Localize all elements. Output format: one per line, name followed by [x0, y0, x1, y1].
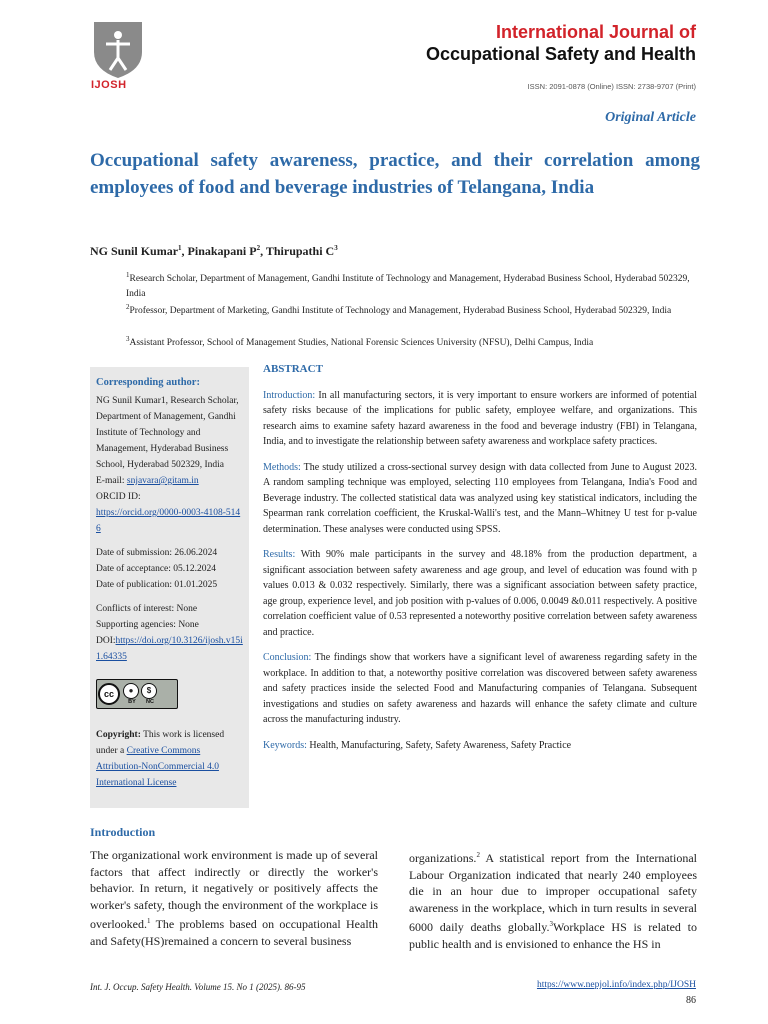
date-publication: Date of publication: 01.01.2025 [96, 580, 218, 590]
author-3-sup: 3 [334, 244, 338, 252]
author-2: Pinakapani P [187, 244, 257, 258]
corresponding-author-heading: Corresponding author: [96, 377, 200, 388]
orcid-link-line [96, 505, 243, 537]
keywords [263, 738, 697, 754]
author-1-sup: 1 [178, 244, 182, 252]
abstract-results-label: Results: [263, 549, 296, 560]
footer-journal-link[interactable]: https://www.nepjol.info/index.php/IJOSH [536, 980, 696, 990]
email-link[interactable]: snjavara@gitam.in [126, 476, 199, 486]
author-1: NG Sunil Kumar [90, 244, 179, 258]
affiliation-text: Professor, Department of Marketing, Gandhi Institute of Technology and Management, Hyderabad Business School, Hyderabad 502329, India [129, 306, 672, 317]
affiliation-sup: 3 [126, 335, 130, 343]
email-line [96, 473, 243, 489]
issn: ISSN: 2091-0878 (Online) ISSN: 2738-9707 (Print) [527, 82, 696, 91]
doi-link[interactable]: https://doi.org/10.3126/ijosh.v15i1.64335 [96, 636, 243, 662]
copyright-label: Copyright: [96, 730, 141, 740]
cc-nc-group [141, 683, 159, 705]
intro-col2-text-c: Workplace HS is related to public health and is envisioned to enhance the HS in [409, 920, 698, 951]
article-type: Original Article [605, 110, 696, 125]
abstract-conclusion [263, 650, 697, 728]
keywords-text: Health, Manufacturing, Safety, Safety Awareness, Safety Practice [306, 739, 572, 751]
date-submission: Date of submission: 26.06.2024 [96, 548, 218, 558]
abstract-conclusion-label: Conclusion: [263, 652, 312, 663]
affiliation-sup: 1 [126, 271, 130, 279]
citation-sup: 3 [549, 920, 553, 928]
cc-icon: cc [98, 683, 120, 705]
abstract-intro-text: In all manufacturing sectors, it is very important to ensure workers are informed of potential safety risks because of the implications for public safety, employee welfare, and organizations. This research aims to examine safety hazard awareness in the food and beverage industry (FBI) in Telangana, India, and to investigate the relationship between safety awareness and workplace safety practices. [263, 389, 697, 447]
intro-col2-text-b: A statistical report from the International Labour Organization indicated that nearly 240 employees die in an hour due to improper occupational safety awareness in the workplace, which in turn results in several 6000 daily deaths globally. [409, 851, 697, 934]
corresponding-author-body: NG Sunil Kumar1, Research Scholar, Department of Management, Gandhi Institute of Technology and Management, Hyderabad Business School, Hyderabad 502329, India [96, 396, 239, 470]
logo-text: IJOSH [91, 79, 127, 91]
citation-sup: 1 [146, 917, 151, 925]
noncommercial-icon: $ [141, 683, 157, 699]
cc-license-badge[interactable] [96, 679, 178, 709]
intro-col1-text-a: The organizational work environment is made up of several factors that affect indirectly or directly the worker's behavior. In return, it negatively or positively affects the worker's safety, though the environment of the workplace is overlooked. [90, 848, 378, 931]
author-3: Thirupathi C [265, 244, 335, 258]
citation-sup: 2 [476, 851, 480, 859]
abstract-conclusion-text: The findings show that workers have a significant level of awareness regarding safety in the workplace. In addition to that, a noteworthy positive correlation was discovered between safety awareness and safety practices inside the selected Food and Manufacturing companies of Telangana. Subsequent investigations and studies on safety awareness and hazards will enhance the safety climate and culture across the manufacturing industry. [263, 652, 697, 725]
affiliation-2 [126, 300, 706, 319]
author-list: NG Sunil Kumar$^1$, Pinakapani $P^2$, Thirupathi $C^3$ [90, 244, 338, 258]
affiliation-text: Research Scholar, Department of Management, Gandhi Institute of Technology and Management, Hyderabad Business School, Hyderabad 502329, India [126, 274, 690, 300]
conflicts-of-interest: Conflicts of interest: None [96, 604, 198, 614]
cc-by-label: BY [128, 699, 136, 705]
affiliation-text: Assistant Professor, School of Management Studies, National Forensic Sciences University (NFSU), Delhi Campus, India [129, 338, 594, 349]
abstract-section [263, 362, 697, 763]
affiliation-sup: 2 [126, 303, 130, 311]
abstract-heading: ABSTRACT [263, 363, 323, 375]
orcid-label: ORCID ID: [96, 492, 141, 502]
article-info-sidebar [90, 367, 249, 808]
intro-col2-text-a: organizations. [409, 851, 477, 865]
abstract-methods-text: The study utilized a cross-sectional survey design with data collected from June to August 2023. A random sampling technique was employed, selecting 110 employees from Telangana, India's Food and Beverage industry. The collected statistical data was analyzed using key statistical indicators, including the Spearman rank correlation coefficient, the Kruskal-Walli's test, and the Mann–Whitney U test for p-value determination. These analyses were conducted using SPSS. [263, 461, 697, 535]
copyright-statement [96, 727, 243, 791]
doi-label: DOI: [96, 636, 116, 646]
abstract-results [263, 547, 697, 640]
abstract-methods [263, 460, 697, 538]
email-label: E-mail: [96, 476, 127, 486]
abstract-methods-label: Methods: [263, 461, 301, 473]
cc-by-group [123, 683, 141, 705]
keywords-label: Keywords: [263, 739, 307, 751]
page-number: 86 [686, 995, 696, 1006]
author-2-sup: 2 [256, 244, 261, 252]
person-icon: ● [123, 683, 139, 699]
abstract-intro-label: Introduction: [263, 389, 316, 401]
copyright-text: This work is licensed under a [96, 730, 225, 756]
introduction-column-1 [90, 847, 378, 949]
abstract-results-text: With 90% male participants in the survey and 48.18% from the production department, a significant association between safety awareness and age group, and level of education was found with p values 0.013 & 0.032 respectively. Similarly, there was a significant association between safety practice, age group, experience level, and job position with p-values of 0.006, 0.0049 &0.011 respectively. A positive correlation coefficient value of 0.53 represented a noteworthy positive correlation between safety awareness and practice. [263, 549, 697, 638]
article-title: Occupational safety awareness, practice, and their correlation among employees of food and beverage industries of Telangana, India [90, 150, 700, 198]
orcid-link[interactable]: https://orcid.org/0000-0003-4108-5146 [96, 508, 241, 534]
date-acceptance: Date of acceptance: 05.12.2024 [96, 564, 217, 574]
introduction-heading: Introduction [90, 825, 156, 839]
footer-citation: Int. J. Occup. Safety Health. Volume 15. No 1 (2025). 86-95 [90, 982, 306, 992]
license-link[interactable]: Creative Commons Attribution-NonCommercial 4.0 International License [96, 746, 219, 788]
introduction-column-2 [409, 847, 697, 952]
affiliation-3 [126, 332, 706, 351]
journal-name-line1: International Journal of [495, 22, 696, 42]
doi-line [96, 633, 243, 665]
shield-logo-icon [88, 18, 148, 80]
supporting-agencies: Supporting agencies: None [96, 620, 199, 630]
journal-name-line2: Occupational Safety and Health [425, 44, 696, 64]
affiliation-1 [126, 268, 706, 302]
abstract-introduction [263, 388, 697, 450]
cc-nc-label: NC [146, 699, 154, 705]
intro-col1-text-b: The problems based on occupational Health and Safety(HS)remained a concern to several business [90, 917, 378, 948]
